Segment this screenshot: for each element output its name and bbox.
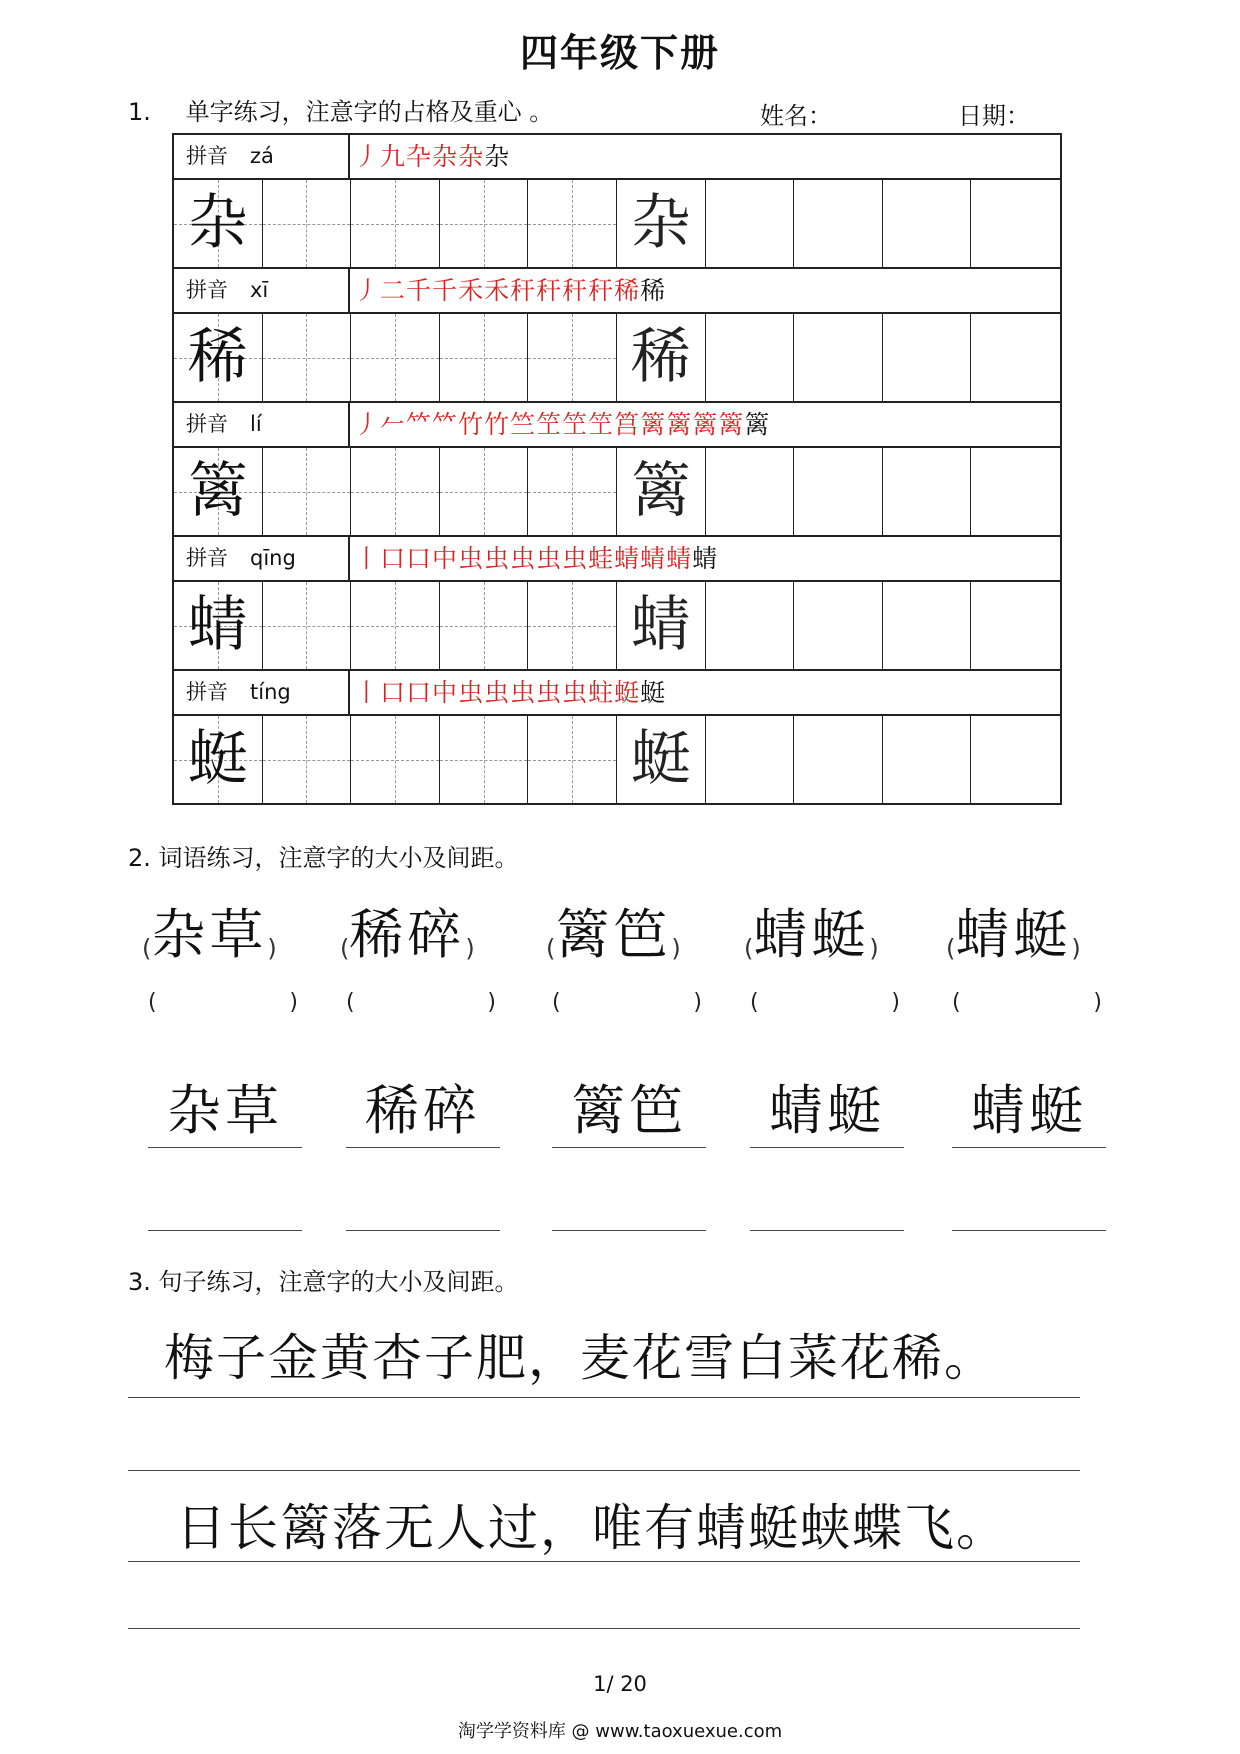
practice-cell[interactable] (794, 314, 883, 401)
practice-cell[interactable] (971, 180, 1060, 267)
pinyin-blank[interactable] (552, 990, 702, 1015)
word-copy: 稀碎 (346, 1068, 500, 1148)
tian-grid-cell[interactable] (351, 716, 440, 803)
stroke-step: 秆 (562, 276, 589, 305)
word-copy: 杂草 (148, 1068, 302, 1148)
tian-grid-cell[interactable] (351, 180, 440, 267)
stroke-step: 篱 (666, 410, 693, 439)
word-model (340, 892, 475, 969)
model-character: 稀 (187, 322, 248, 392)
pinyin-cell (174, 671, 350, 714)
stroke-step: 虫 (536, 678, 563, 707)
open-paren: ( (744, 934, 754, 963)
word-model-text: 杂草 (151, 903, 268, 966)
tian-grid-cell[interactable] (528, 716, 617, 803)
pinyin-row (172, 133, 1062, 178)
tian-grid-cell[interactable] (263, 448, 352, 535)
stroke-step: 𠂉 (380, 410, 407, 439)
stroke-step: 蜻 (666, 544, 693, 573)
stroke-step: 丿 (354, 142, 381, 171)
pinyin-cell (174, 269, 350, 312)
stroke-step: 九 (380, 142, 407, 171)
stroke-step: 虫 (484, 678, 511, 707)
stroke-step: 笁 (536, 410, 563, 439)
word-writing-line[interactable] (552, 1228, 706, 1231)
tian-grid-cell[interactable] (528, 582, 617, 669)
pinyin-blank[interactable] (346, 990, 496, 1015)
stroke-step: 秆 (510, 276, 537, 305)
tian-grid-cell[interactable] (351, 448, 440, 535)
practice-cell[interactable] (883, 180, 972, 267)
word-writing-line[interactable] (346, 1228, 500, 1231)
tian-grid-cell[interactable] (351, 582, 440, 669)
pinyin-value: lí (250, 412, 262, 436)
stroke-step: 筥 (614, 410, 641, 439)
pinyin-cell (174, 537, 350, 580)
stroke-step: 丨 (354, 544, 381, 573)
practice-cell[interactable] (706, 716, 795, 803)
stroke-step: 𥫗 (406, 410, 433, 439)
close-paren: ) (891, 990, 900, 1015)
word-model-text: 篱笆 (555, 903, 672, 966)
pinyin-blank[interactable] (148, 990, 298, 1015)
open-paren: ( (750, 990, 759, 1015)
stroke-step: 虫 (510, 544, 537, 573)
practice-cell[interactable] (794, 716, 883, 803)
stroke-step: 丨 (354, 678, 381, 707)
stroke-order (354, 135, 510, 178)
tian-grid-cell[interactable] (528, 448, 617, 535)
stroke-order (354, 671, 666, 714)
tian-grid-cell[interactable] (174, 314, 263, 401)
model-character: 蜓 (187, 724, 248, 794)
trace-character: 稀 (630, 322, 691, 392)
sentence-model-2: 日长篱落无人过，唯有蜻蜓蛱蝶飞。 (176, 1499, 1008, 1557)
open-paren: ( (946, 934, 956, 963)
tian-grid-cell[interactable] (440, 448, 529, 535)
section1-number: 1. (128, 98, 151, 126)
practice-cell[interactable] (971, 582, 1060, 669)
word-writing-line[interactable] (750, 1228, 904, 1231)
stroke-order (354, 403, 770, 446)
close-paren: ) (267, 934, 277, 963)
stroke-step: 口 (380, 678, 407, 707)
stroke-step: 稀 (614, 276, 641, 305)
stroke-step: 蜓 (614, 678, 641, 707)
tian-grid-cell[interactable] (263, 716, 352, 803)
pinyin-label: 拼音 (186, 546, 228, 570)
character-row (172, 714, 1062, 805)
practice-cell[interactable] (706, 314, 795, 401)
tian-grid-cell[interactable] (440, 716, 529, 803)
word-model (546, 892, 681, 969)
pinyin-value: qīng (250, 546, 296, 570)
tian-grid-cell[interactable] (440, 180, 529, 267)
model-character: 篱 (187, 456, 248, 526)
character-practice-grid (172, 133, 1062, 805)
stroke-order (354, 537, 718, 580)
stroke-step: 秆 (536, 276, 563, 305)
pinyin-cell (174, 403, 350, 446)
open-paren: ( (552, 990, 561, 1015)
stroke-step: 虫 (536, 544, 563, 573)
practice-cell[interactable] (971, 448, 1060, 535)
pinyin-cell (174, 135, 350, 178)
character-row (172, 178, 1062, 267)
close-paren: ) (693, 990, 702, 1015)
word-model-text: 蜻蜓 (955, 903, 1072, 966)
tian-grid-cell[interactable] (263, 314, 352, 401)
close-paren: ) (1071, 934, 1081, 963)
word-model-text: 蜻蜓 (753, 903, 870, 966)
practice-cell[interactable] (706, 180, 795, 267)
stroke-step: 卆 (406, 142, 433, 171)
stroke-step: 千 (406, 276, 433, 305)
character-row (172, 446, 1062, 535)
open-paren: ( (952, 990, 961, 1015)
close-paren: ) (487, 990, 496, 1015)
word-copy: 篱笆 (552, 1068, 706, 1148)
practice-cell[interactable] (971, 314, 1060, 401)
practice-cell[interactable] (883, 582, 972, 669)
stroke-order (354, 269, 666, 312)
stroke-step: 篱 (718, 410, 745, 439)
tian-grid-cell[interactable] (174, 582, 263, 669)
stroke-step: 蜻 (614, 544, 641, 573)
stroke-step: 蜻 (692, 544, 719, 573)
trace-character: 蜓 (630, 724, 691, 794)
stroke-step: 禾 (484, 276, 511, 305)
pinyin-row (172, 401, 1062, 446)
trace-character: 篱 (630, 456, 691, 526)
word-model (744, 892, 879, 969)
pinyin-label: 拼音 (186, 144, 228, 168)
stroke-step: 口 (380, 544, 407, 573)
stroke-step: 秆 (588, 276, 615, 305)
practice-cell[interactable] (971, 716, 1060, 803)
pinyin-label: 拼音 (186, 412, 228, 436)
practice-cell[interactable] (883, 716, 972, 803)
name-label: 姓名： (760, 102, 832, 130)
word-copy: 蜻蜓 (952, 1068, 1106, 1148)
stroke-step: 丿 (354, 410, 381, 439)
model-character: 蜻 (187, 590, 248, 660)
stroke-step: 中 (432, 544, 459, 573)
tian-grid-cell[interactable] (528, 314, 617, 401)
stroke-step: 千 (432, 276, 459, 305)
page-title: 四年级下册 (519, 31, 720, 75)
stroke-step: 篱 (744, 410, 771, 439)
sentence-model-1: 梅子金黄杏子肥，麦花雪白菜花稀。 (164, 1329, 996, 1387)
stroke-step: 杂 (484, 142, 511, 171)
tian-grid-cell[interactable] (263, 582, 352, 669)
section3-heading: 3. 句子练习，注意字的大小及间距。 (128, 1268, 519, 1296)
open-paren: ( (546, 934, 556, 963)
word-model (142, 892, 277, 969)
close-paren: ) (1093, 990, 1102, 1015)
stroke-step: 笁 (588, 410, 615, 439)
stroke-step: 𥫗 (432, 410, 459, 439)
word-writing-line[interactable] (952, 1228, 1106, 1231)
model-character: 杂 (187, 188, 248, 258)
word-writing-line[interactable] (148, 1228, 302, 1231)
stroke-step: 虫 (562, 544, 589, 573)
stroke-step: 篱 (640, 410, 667, 439)
writing-line (128, 1397, 1080, 1398)
stroke-step: 杂 (458, 142, 485, 171)
section2-heading: 2. 词语练习，注意字的大小及间距。 (128, 844, 519, 872)
practice-cell[interactable] (617, 582, 706, 669)
open-paren: ( (148, 990, 157, 1015)
stroke-step: 虫 (510, 678, 537, 707)
stroke-step: 蛀 (588, 678, 615, 707)
stroke-step: 丿 (354, 276, 381, 305)
stroke-step: 稀 (640, 276, 667, 305)
stroke-step: 竺 (510, 410, 537, 439)
word-model-text: 稀碎 (349, 903, 466, 966)
practice-cell[interactable] (794, 180, 883, 267)
stroke-step: 笁 (562, 410, 589, 439)
writing-line (128, 1561, 1080, 1562)
tian-grid-cell[interactable] (174, 180, 263, 267)
pinyin-row (172, 669, 1062, 714)
stroke-step: 蜓 (640, 678, 667, 707)
stroke-step: 中 (432, 678, 459, 707)
stroke-step: 虫 (484, 544, 511, 573)
watermark: 淘学学资料库 @ www.taoxuexue.com (457, 1721, 783, 1742)
stroke-step: 二 (380, 276, 407, 305)
stroke-step: 口 (406, 544, 433, 573)
pinyin-row (172, 535, 1062, 580)
tian-grid-cell[interactable] (440, 314, 529, 401)
stroke-step: 篱 (692, 410, 719, 439)
open-paren: ( (340, 934, 350, 963)
stroke-step: 虫 (458, 678, 485, 707)
section1-heading (128, 92, 553, 127)
tian-grid-cell[interactable] (174, 716, 263, 803)
stroke-step: 竹 (458, 410, 485, 439)
word-copy: 蜻蜓 (750, 1068, 904, 1148)
writing-line (128, 1628, 1080, 1629)
practice-cell[interactable] (706, 448, 795, 535)
close-paren: ) (671, 934, 681, 963)
practice-cell[interactable] (883, 448, 972, 535)
practice-cell[interactable] (706, 582, 795, 669)
practice-cell[interactable] (883, 314, 972, 401)
tian-grid-cell[interactable] (263, 180, 352, 267)
pinyin-value: xī (250, 278, 269, 302)
tian-grid-cell[interactable] (440, 582, 529, 669)
date-label: 日期： (958, 102, 1030, 130)
stroke-step: 蜻 (640, 544, 667, 573)
pinyin-value: zá (250, 144, 274, 168)
practice-cell[interactable] (617, 448, 706, 535)
page-number: 1/ 20 (593, 1672, 647, 1696)
trace-character: 蜻 (630, 590, 691, 660)
practice-cell[interactable] (617, 716, 706, 803)
stroke-step: 虫 (562, 678, 589, 707)
stroke-step: 蛙 (588, 544, 615, 573)
trace-character: 杂 (630, 188, 691, 258)
stroke-step: 竹 (484, 410, 511, 439)
character-row (172, 312, 1062, 401)
tian-grid-cell[interactable] (351, 314, 440, 401)
section1-instruction: 单字练习，注意字的占格及重心 。 (185, 98, 554, 126)
stroke-step: 禾 (458, 276, 485, 305)
practice-cell[interactable] (794, 448, 883, 535)
stroke-step: 杂 (432, 142, 459, 171)
practice-cell[interactable] (617, 314, 706, 401)
practice-cell[interactable] (794, 582, 883, 669)
pinyin-blank[interactable] (952, 990, 1102, 1015)
open-paren: ( (346, 990, 355, 1015)
close-paren: ) (289, 990, 298, 1015)
practice-cell[interactable] (617, 180, 706, 267)
stroke-step: 虫 (458, 544, 485, 573)
pinyin-label: 拼音 (186, 680, 228, 704)
open-paren: ( (142, 934, 152, 963)
close-paren: ) (869, 934, 879, 963)
word-model (946, 892, 1081, 969)
pinyin-value: tíng (250, 680, 291, 704)
pinyin-row (172, 267, 1062, 312)
pinyin-blank[interactable] (750, 990, 900, 1015)
pinyin-label: 拼音 (186, 278, 228, 302)
writing-line (128, 1470, 1080, 1471)
close-paren: ) (465, 934, 475, 963)
tian-grid-cell[interactable] (528, 180, 617, 267)
tian-grid-cell[interactable] (174, 448, 263, 535)
character-row (172, 580, 1062, 669)
stroke-step: 口 (406, 678, 433, 707)
